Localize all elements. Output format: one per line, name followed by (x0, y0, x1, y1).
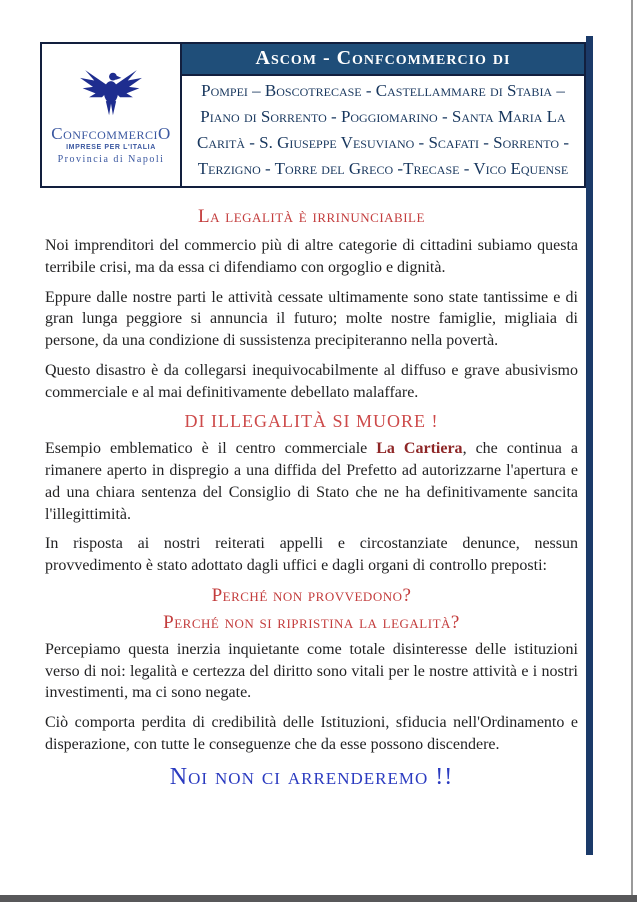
logo-tagline: IMPRESE PER L'ITALIA (66, 143, 156, 151)
header-right-panel (182, 44, 584, 186)
scan-border-bottom (0, 895, 637, 902)
paragraph-7: Ciò comporta perdita di credibilità delle Istituzioni, sfiducia nell'Ordinamento e disperazione, con tutte le conseguenze che da esse possono discendere. (45, 714, 578, 753)
eagle-icon (72, 65, 150, 123)
document-body (45, 192, 578, 791)
paragraph-2: Eppure dalle nostre parti le attività cessate ultimamente sono state tantissime e di gran lunga peggiore si annuncia il futuro; molte nostre famiglie, migliaia di persone, da una condizione di sussistenza precipiteranno nella povertà. (45, 288, 578, 349)
why-heading-2: Perché non si ripristina la legalità? (163, 611, 460, 633)
paragraph-4 (45, 438, 578, 525)
why-heading-1: Perché non provvedono? (211, 584, 412, 606)
title-heading: La legalità è irrinunciabile (198, 206, 425, 227)
cities-text: Pompei – Boscotrecase - Castellammare di Stabia – Piano di Sorrento - Poggiomarino - Santa Maria La Carità - S. Giuseppe Vesuviano - Scafati - Sorrento - Terzigno - Torre del Greco -Trecase - Vico Equense (197, 81, 569, 178)
cities-list (182, 76, 584, 186)
closing-slogan: Noi non ci arrenderemo !! (169, 763, 454, 790)
scan-border-right (631, 0, 633, 902)
paragraph-3: Questo disastro è da collegarsi inequivocabilmente al diffuso e grave abusivismo commerciale e al mai definitivamente debellato malaffare. (45, 361, 578, 401)
paragraph-5: In risposta ai nostri reiterati appelli e circostanziate denunce, nessun provvedimento è stato adottato dagli uffici e dagli organi di controllo preposti: (45, 535, 578, 574)
paragraph-4-lead: Esempio emblematico è il centro commerciale (45, 440, 377, 458)
accent-bar (586, 36, 593, 855)
cartiera-brand-name: La Cartiera (376, 440, 463, 458)
illegality-heading: DI ILLEGALITÀ SI MUORE ! (184, 411, 439, 432)
header (40, 42, 586, 188)
paragraph-6: Percepiamo questa inerzia inquietante come totale disinteresse delle istituzioni verso di noi: legalità e certezza del diritto sono vitali per le nostre attività e i nostri investimenti, ma ci sono negate. (45, 640, 578, 702)
paragraph-4-rest: , che continua a rimanere aperto in dispregio a una diffida del Prefetto ad autorizzarne l'apertura e ad una chiara sentenza del Consiglio di Stato che ne ha definitivamente sancita l'illegittimità. (45, 440, 578, 523)
header-title-bar (182, 44, 584, 76)
logo-wordmark: ConfcommerciO (51, 124, 171, 144)
paragraph-1: Noi imprenditori del commercio più di altre categorie di cittadini subiamo questa terribile crisi, ma da essa ci difendiamo con orgoglio e dignità. (45, 237, 578, 276)
logo-subtitle: Provincia di Napoli (57, 153, 165, 165)
header-title: Ascom - Confcommercio di (255, 47, 511, 69)
logo-box (42, 44, 182, 186)
